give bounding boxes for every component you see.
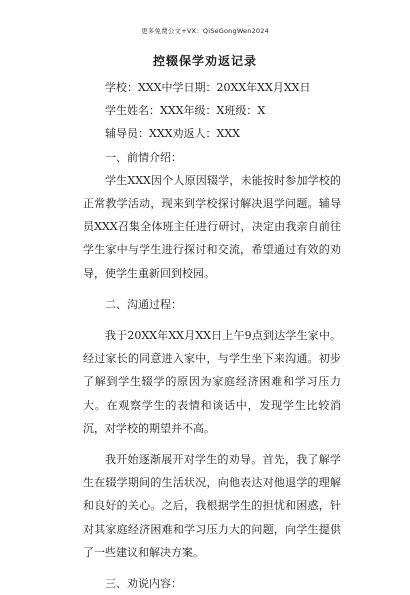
section-paragraph-background: 学生XXX因个人原因辍学，未能按时参加学校的正常教学活动，现来到学校探讨解决退学问题。辅导员XXX召集全体班主任进行研讨，决定由我亲自前往学生家中与学生进行探讨和交流，希望通过有效的劝导，使学生重新回到校园。 <box>83 173 341 280</box>
page-header: 更多免费公文+VX：QiSeGongWen2024 <box>141 27 269 35</box>
section-paragraph-communication-1: 我于20XX年XX月XX日上午9点到达学生家中。经过家长的同意进入家中，与学生坐下来沟通。初步了解到学生辍学的原因为家庭经济困难和学习压力大。在观察学生的表情和谈话中，发现学生比较消沉，对学校的期望并不高。 <box>83 329 341 435</box>
document-title: 控辍保学劝返记录 <box>152 54 257 68</box>
info-line-counselor: 辅导员：XXX劝返人：XXX <box>105 127 240 141</box>
info-line-school-date: 学校：XXX中学日期：20XX年XX月XX日 <box>105 81 311 94</box>
section-paragraph-communication-2: 我开始逐渐展开对学生的劝导。首先，我了解学生在辍学期间的生活状况，向他表达对他退学的理解和良好的关心。之后，我根据学生的担忧和困惑，针对其家庭经济困难和学习压力大的问题，向学生提供了一些建议和解决方案。 <box>83 453 341 559</box>
section-heading-background: 一、前情介绍： <box>105 150 182 164</box>
info-line-student: 学生姓名：XXX年级：X班级：X <box>105 104 266 118</box>
document-body <box>83 76 341 595</box>
section-heading-communication: 二、沟通过程： <box>105 297 182 311</box>
section-heading-persuasion: 三、劝说内容： <box>105 577 182 591</box>
